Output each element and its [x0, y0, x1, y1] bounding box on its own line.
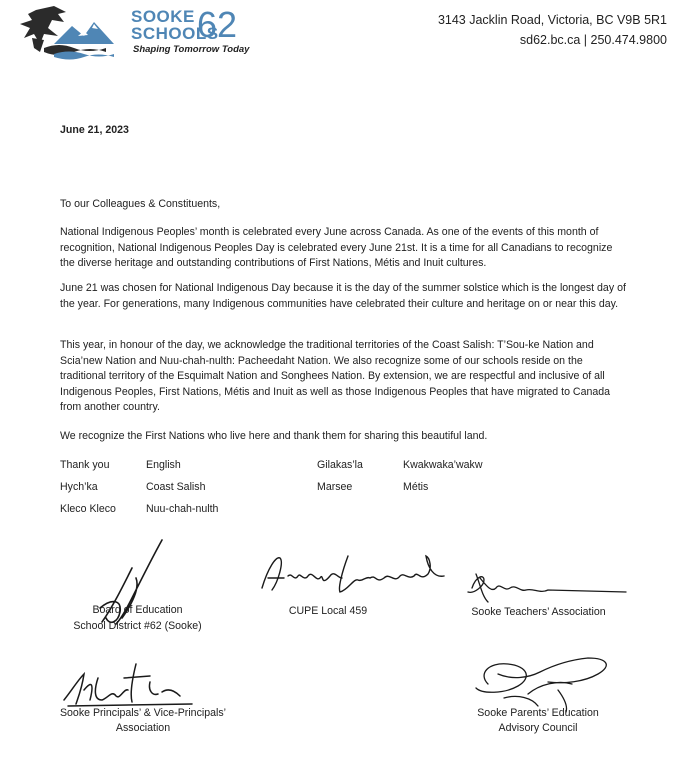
thanks-language: Nuu-chah-nulth	[146, 503, 219, 515]
parents-signature	[468, 654, 618, 714]
paragraph-1: National Indigenous Peoples’ month is celebrated every June across Canada. As one of the events of this month of recognition, National Indigenous Peoples Day is celebrated every June 21st. It is a time for all Canadians to recognize the diverse heritage and outstanding contributions of First Nations, Métis and Inuit cultures.	[60, 226, 613, 270]
thanks-word: Gilakas’la	[317, 459, 363, 471]
logo-text-schools: SCHOOLS	[131, 24, 219, 43]
principals-signature	[58, 660, 198, 712]
salutation: To our Colleagues & Constituents,	[60, 198, 221, 210]
thanks-language: Métis	[403, 481, 429, 493]
thanks-word: Hych’ka	[60, 481, 98, 493]
paragraph-3: This year, in honour of the day, we acknowledge the traditional territories of the Coast Salish: T’Sou-ke Nation and Scia’new Nation and Nuu-chah-nulth: Pacheedaht Nation. We also recognize some of our schools reside on the traditional territory of the Esquimalt Nation and Songhees Nation. By extension, we are respectful and inclusive of all Indigenous Peoples, First Nations, Métis and Inuit as well as those Indigenous Peoples that have migrated to Canada from another country.	[60, 339, 611, 414]
address: 3143 Jacklin Road, Victoria, BC V9B 5R1	[437, 13, 667, 27]
principals-label-2: Association	[115, 722, 171, 734]
letter-date: June 21, 2023	[60, 124, 129, 136]
teachers-label: Sooke Teachers’ Association	[471, 606, 606, 618]
teachers-signature	[462, 568, 632, 608]
board-label-2: School District #62 (Sooke)	[73, 620, 202, 632]
logo-tagline: Shaping Tomorrow Today	[133, 44, 250, 55]
thanks-word: Thank you	[60, 459, 110, 471]
parents-label-1: Sooke Parents’ Education	[477, 707, 599, 719]
thanks-language: Kwakwaka’wakw	[403, 459, 483, 471]
thanks-language: English	[146, 459, 181, 471]
sd62-logo-mark	[14, 4, 126, 60]
parents-label-2: Advisory Council	[498, 722, 578, 734]
logo-number: 62	[197, 4, 238, 45]
website-phone: sd62.bc.ca | 250.474.9800	[519, 33, 667, 47]
thanks-word: Kleco Kleco	[60, 503, 116, 515]
thanks-word: Marsee	[317, 481, 353, 493]
principals-label-1: Sooke Principals’ & Vice-Principals’	[59, 707, 227, 719]
paragraph-2: June 21 was chosen for National Indigenous Day because it is the day of the summer solstice which is the longest day of the year. For generations, many Indigenous communities have celebrated their culture and heritage on or near this day.	[60, 282, 626, 310]
board-label-1: Board of Education	[92, 604, 183, 616]
cupe-signature	[258, 548, 448, 608]
logo-text-sooke: SOOKE	[131, 7, 195, 26]
paragraph-4: We recognize the First Nations who live here and thank them for sharing this beautiful land.	[60, 430, 488, 442]
thanks-language: Coast Salish	[146, 481, 206, 493]
cupe-label: CUPE Local 459	[288, 605, 368, 617]
